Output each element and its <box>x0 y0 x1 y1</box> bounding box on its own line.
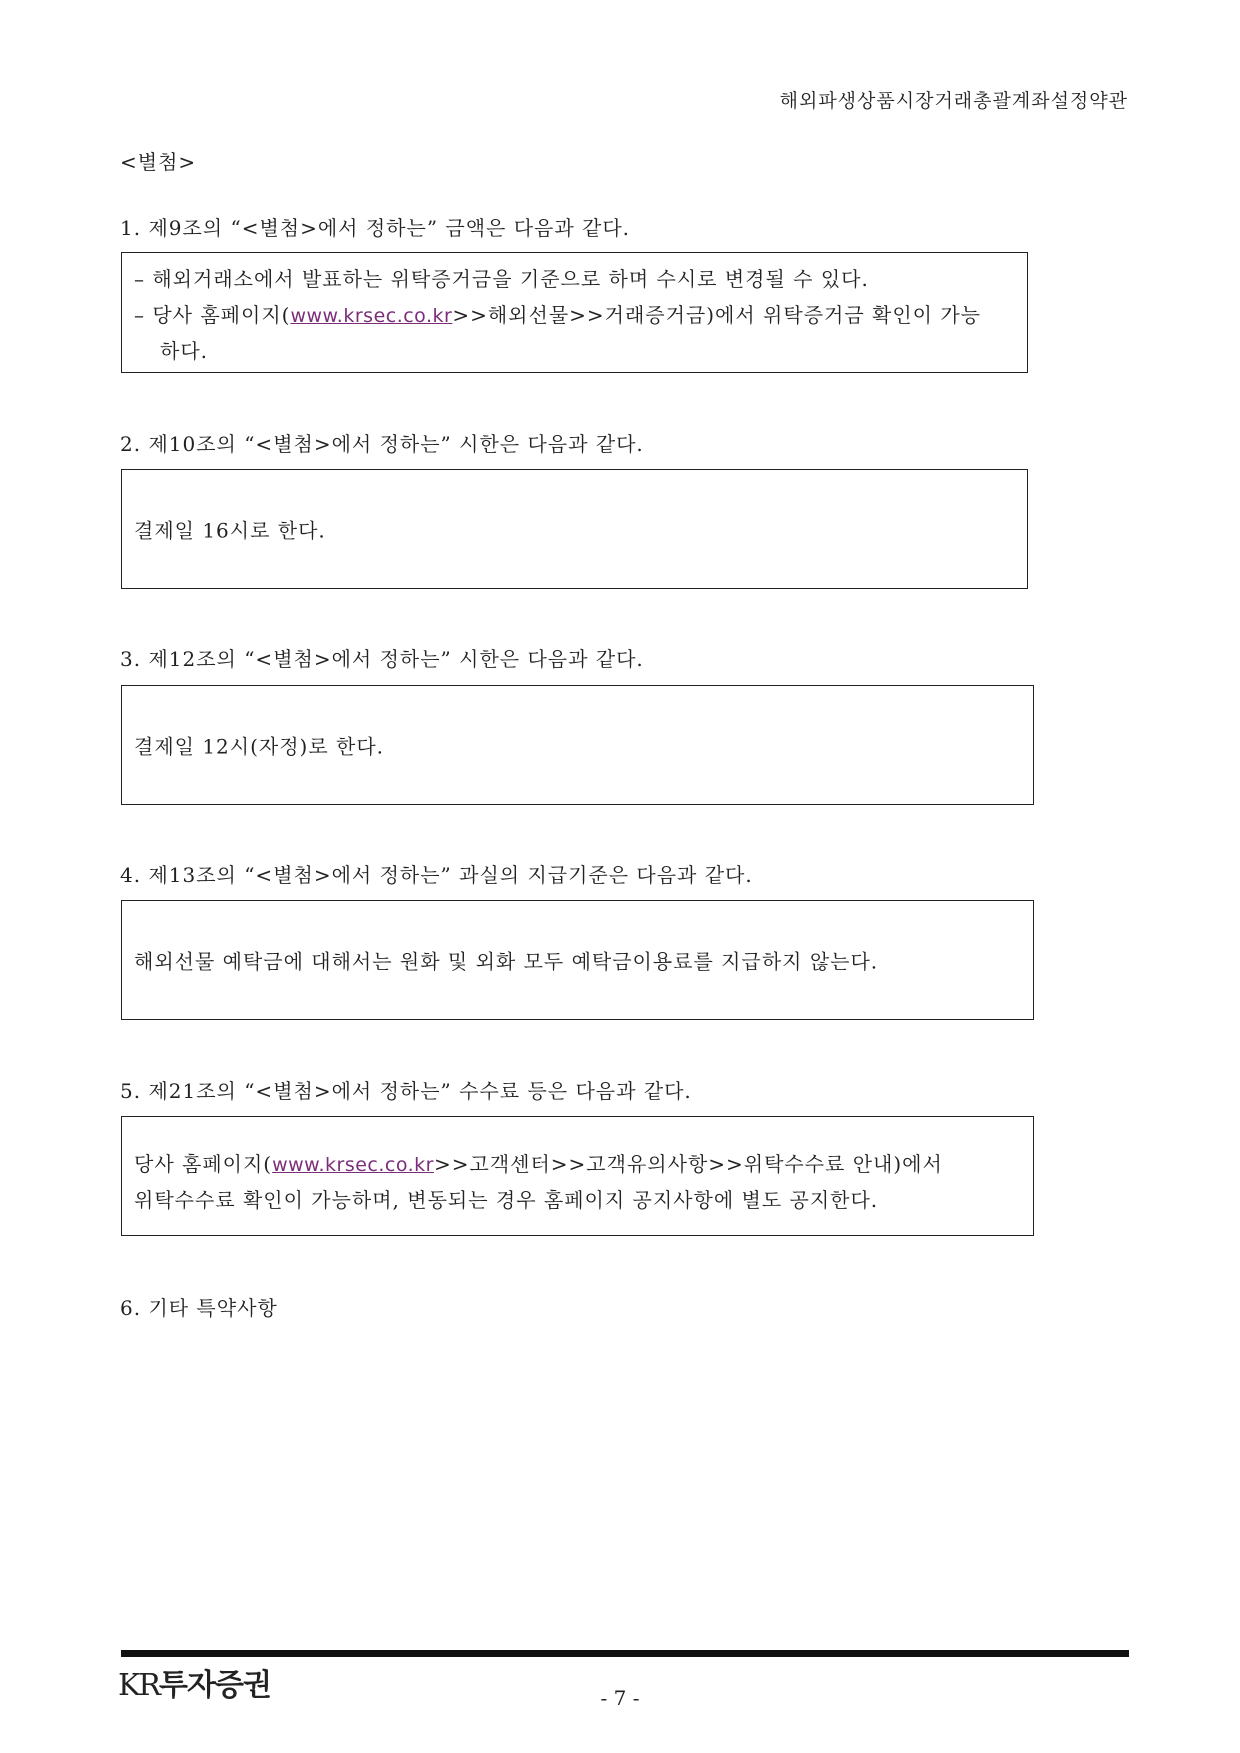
section-5-line-2-text: 위탁수수료 확인이 가능하며, 변동되는 경우 홈페이지 공지사항에 별도 공지한다. <box>134 1188 879 1212</box>
section-5-line-1 <box>134 1148 943 1177</box>
section-1-line-1-text: – 해외거래소에서 발표하는 위탁증거금을 기준으로 하며 수시로 변경될 수 있다. <box>134 267 869 291</box>
section-5-line-1-suffix: >>고객센터>>고객유의사항>>위탁수수료 안내)에서 <box>434 1152 943 1176</box>
homepage-link[interactable]: www.krsec.co.kr <box>272 1154 434 1176</box>
section-6-heading: 6. 기타 특약사항 <box>120 1296 278 1320</box>
page-number: - 7 - <box>600 1686 640 1710</box>
section-1-line-2-prefix: – 당사 홈페이지( <box>134 303 291 327</box>
section-1-line-2-suffix: >>해외선물>>거래증거금)에서 위탁증거금 확인이 가능 <box>452 303 981 327</box>
section-1-line-1 <box>134 263 869 292</box>
footer-divider <box>121 1650 1129 1657</box>
section-1-line-2 <box>134 299 981 328</box>
appendix-title: <별첨> <box>120 150 197 174</box>
section-1-line-3 <box>160 335 208 364</box>
section-4-box <box>121 900 1034 1020</box>
section-5-box <box>121 1116 1034 1236</box>
section-1-line-3-text: 하다. <box>160 339 208 363</box>
homepage-link[interactable]: www.krsec.co.kr <box>290 305 453 327</box>
section-1-box <box>121 252 1028 373</box>
section-1-heading: 1. 제9조의 “<별첨>에서 정하는” 금액은 다음과 같다. <box>120 216 631 240</box>
company-logo-kr: KR <box>118 1668 159 1703</box>
section-3-text: 결제일 12시(자정)로 한다. <box>134 734 385 759</box>
section-4-heading: 4. 제13조의 “<별첨>에서 정하는” 과실의 지급기준은 다음과 같다. <box>120 863 753 887</box>
section-2-box <box>121 469 1028 589</box>
page-header-title: 해외파생상품시장거래총괄계좌설정약관 <box>779 90 1128 112</box>
section-5-line-1-prefix: 당사 홈페이지( <box>134 1152 273 1176</box>
section-5-heading: 5. 제21조의 “<별첨>에서 정하는” 수수료 등은 다음과 같다. <box>120 1079 692 1103</box>
section-2-heading: 2. 제10조의 “<별첨>에서 정하는” 시한은 다음과 같다. <box>120 432 644 456</box>
section-5-line-2 <box>134 1184 878 1213</box>
section-3-heading: 3. 제12조의 “<별첨>에서 정하는” 시한은 다음과 같다. <box>120 647 644 671</box>
section-2-text: 결제일 16시로 한다. <box>134 518 326 543</box>
company-logo-name: 투자증권 <box>159 1668 271 1703</box>
section-4-text: 해외선물 예탁금에 대해서는 원화 및 외화 모두 예탁금이용료를 지급하지 않는다. <box>134 949 879 974</box>
section-3-box <box>121 685 1034 805</box>
